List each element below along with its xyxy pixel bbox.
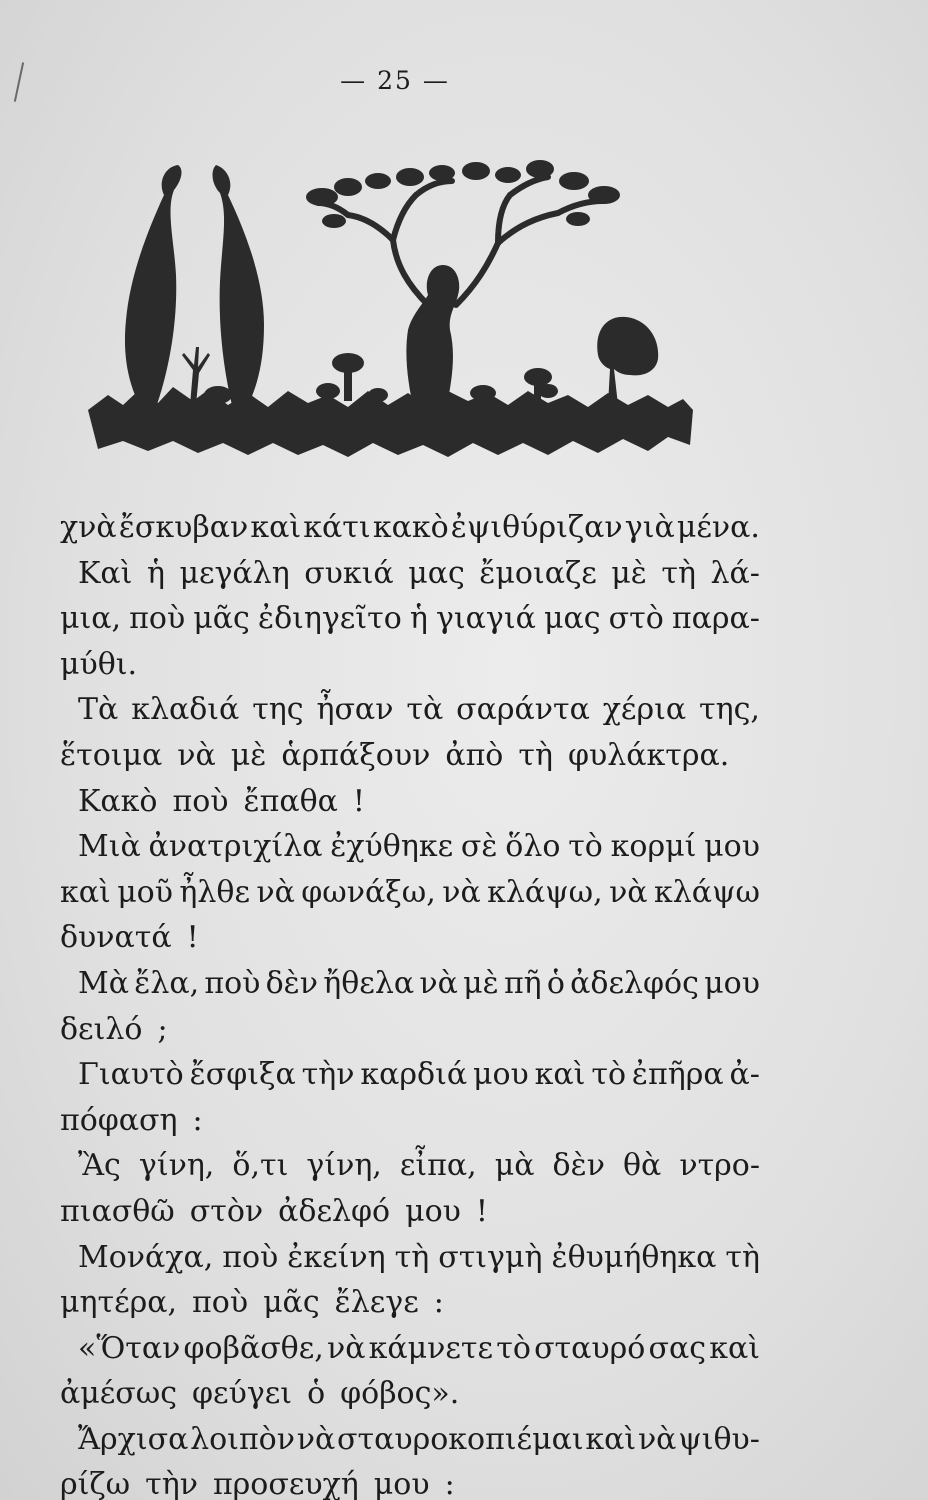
- word: «Ὅταν: [78, 1330, 181, 1366]
- word: Γιαυτὸ: [78, 1057, 184, 1093]
- word: ὁ: [307, 1376, 326, 1412]
- text-line: [60, 1052, 760, 1098]
- word: Τὰ: [78, 692, 119, 728]
- text-line: [60, 642, 760, 688]
- word: ἔσκυβαν: [118, 510, 249, 545]
- text-line: [60, 1280, 760, 1326]
- word: ποὺ: [204, 965, 261, 1001]
- text-line: [60, 1007, 760, 1053]
- word: γίνη,: [306, 1148, 382, 1184]
- word: ἔσφιξα: [189, 1057, 296, 1093]
- body-text: [60, 505, 760, 1500]
- word: ντρο-: [679, 1148, 760, 1184]
- text-line: [60, 1462, 760, 1500]
- word: !: [352, 783, 365, 819]
- word: μου: [405, 1193, 461, 1229]
- page-number: — 25 —: [340, 66, 450, 95]
- text-line: [60, 505, 760, 551]
- word: !: [475, 1193, 488, 1229]
- word: ψιθυ-: [678, 1421, 760, 1457]
- word: μὲ: [230, 737, 267, 773]
- word: φεύγει: [192, 1376, 293, 1412]
- word: προσευχή: [212, 1467, 359, 1500]
- word: Ἂς: [78, 1148, 121, 1184]
- word: κλαδιά: [131, 692, 240, 728]
- word: λά-: [710, 555, 760, 591]
- word: ἐθυμήθηκα: [551, 1239, 717, 1275]
- word: κάμνετε: [368, 1330, 494, 1366]
- text-line: [60, 824, 760, 870]
- word: Κακὸ: [78, 783, 158, 819]
- text-line: [60, 915, 760, 961]
- text-line: [60, 779, 760, 825]
- word: εἶπα,: [399, 1148, 477, 1184]
- word: μοῦ: [117, 874, 173, 910]
- word: ὅλο: [505, 829, 561, 865]
- word: τὴν: [145, 1467, 198, 1500]
- word: μὰ: [494, 1148, 535, 1184]
- word: γίνη,: [138, 1148, 215, 1184]
- word: μου: [373, 1467, 430, 1500]
- word: τὸ: [496, 1330, 531, 1366]
- word: στὸν: [189, 1193, 264, 1229]
- word: μᾶς: [193, 601, 250, 637]
- word: καὶ: [250, 510, 302, 545]
- word: ἀ-: [729, 1057, 760, 1093]
- word: σταυροκοπιέμαι: [337, 1421, 584, 1457]
- word: ἕτοιμα: [60, 737, 163, 773]
- word: νὰ: [326, 1330, 366, 1366]
- word: χνὰ: [60, 510, 117, 545]
- word: καὶ: [709, 1330, 760, 1366]
- word: ἔλεγε: [334, 1285, 419, 1321]
- word: ποὺ: [172, 783, 229, 819]
- text-line: [60, 1235, 760, 1281]
- word: σας: [648, 1330, 707, 1366]
- woodcut-illustration: [78, 155, 708, 470]
- word: καὶ: [534, 1057, 586, 1093]
- word: τὸ: [591, 1057, 627, 1093]
- word: ἐψιθύριζαν: [450, 510, 623, 545]
- word: τὸ: [568, 829, 603, 865]
- word: λοιπὸν: [190, 1421, 295, 1457]
- word: μύθι.: [60, 646, 138, 682]
- word: ἦσαν: [316, 692, 394, 728]
- word: νὰ: [442, 874, 481, 910]
- word: ἡ: [146, 555, 165, 591]
- text-line: [60, 870, 760, 916]
- text-line: [60, 1098, 760, 1144]
- text-line: [60, 1417, 760, 1463]
- word: φοβᾶσθε,: [183, 1330, 324, 1366]
- word: στὸ: [608, 601, 664, 637]
- word: ἡ: [409, 601, 428, 637]
- word: μας: [543, 601, 601, 637]
- text-line: [60, 733, 760, 779]
- word: καρδιά: [360, 1057, 468, 1093]
- word: ὁ: [546, 965, 565, 1001]
- word: ἀδελφό: [278, 1193, 391, 1229]
- word: τὰ: [406, 692, 444, 728]
- word: καὶ: [60, 874, 111, 910]
- word: μὲ: [611, 555, 647, 591]
- word: κλάψω,: [487, 874, 603, 910]
- word: τὴ: [661, 555, 696, 591]
- word: νὰ: [419, 965, 458, 1001]
- text-line: [60, 1371, 760, 1417]
- word: ἦλθε: [179, 874, 250, 910]
- text-line: [60, 1189, 760, 1235]
- word: μου: [472, 1057, 529, 1093]
- word: δὲν: [265, 965, 319, 1001]
- word: σταυρό: [534, 1330, 646, 1366]
- text-line: [60, 961, 760, 1007]
- text-line: [60, 687, 760, 733]
- word: κακὸ: [372, 510, 449, 545]
- word: τὴ: [394, 1239, 430, 1275]
- word: Μονάχα,: [78, 1239, 214, 1275]
- word: νὰ: [177, 737, 216, 773]
- word: νὰ: [637, 1421, 677, 1457]
- word: ἐδιηγεῖτο: [257, 601, 402, 637]
- word: φωνάξω,: [301, 874, 436, 910]
- word: ἐχύθηκε: [330, 829, 454, 865]
- word: ἀνατριχίλα: [148, 829, 323, 865]
- word: ἔλα,: [134, 965, 200, 1001]
- word: ἔμοιαζε: [479, 555, 597, 591]
- word: γιὰ: [624, 510, 675, 545]
- word: ἐπῆρα: [631, 1057, 724, 1093]
- word: τὴ: [518, 737, 553, 773]
- word: :: [192, 1102, 203, 1138]
- word: δὲν: [552, 1148, 605, 1184]
- word: δειλό: [60, 1011, 143, 1047]
- word: Καὶ: [78, 555, 133, 591]
- word: μὲ: [463, 965, 499, 1001]
- word: πιασθῶ: [60, 1193, 175, 1229]
- word: πῆ: [503, 965, 542, 1001]
- word: της: [252, 692, 304, 728]
- word: ποὺ: [192, 1285, 249, 1321]
- word: :: [444, 1467, 455, 1500]
- text-line: [60, 1143, 760, 1189]
- word: Μιὰ: [78, 829, 141, 865]
- word: ποὺ: [222, 1239, 279, 1275]
- word: τὴ: [725, 1239, 760, 1275]
- word: ἐκείνη: [287, 1239, 386, 1275]
- word: παρα-: [671, 601, 760, 637]
- word: σὲ: [460, 829, 498, 865]
- word: νὰ: [256, 874, 295, 910]
- word: πόφαση: [60, 1102, 178, 1138]
- text-line: [60, 1326, 760, 1372]
- word: καὶ: [585, 1421, 637, 1457]
- word: δυνατά: [60, 920, 172, 956]
- word: φόβος».: [340, 1376, 460, 1412]
- word: φυλάκτρα.: [567, 737, 730, 773]
- word: κορμί: [610, 829, 697, 865]
- text-line: [60, 596, 760, 642]
- word: μας: [408, 555, 465, 591]
- word: συκιά: [304, 555, 394, 591]
- word: μου: [704, 829, 760, 865]
- word: μου: [704, 965, 760, 1001]
- word: χέρια: [602, 692, 687, 728]
- word: κάτι: [303, 510, 371, 545]
- word: :: [433, 1285, 444, 1321]
- word: στιγμὴ: [438, 1239, 543, 1275]
- word: νὰ: [609, 874, 648, 910]
- word: θὰ: [622, 1148, 662, 1184]
- word: γιαγιά: [435, 601, 536, 637]
- word: τὴν: [301, 1057, 355, 1093]
- word: ἀπὸ: [445, 737, 504, 773]
- word: μεγάλη: [179, 555, 290, 591]
- word: κλάψω: [653, 874, 760, 910]
- word: ποὺ: [129, 601, 186, 637]
- word: ἤθελα: [323, 965, 415, 1001]
- word: Μὰ: [78, 965, 129, 1001]
- word: ἀμέσως: [60, 1376, 178, 1412]
- word: !: [186, 920, 199, 956]
- word: νὰ: [296, 1421, 336, 1457]
- word: της,: [699, 692, 760, 728]
- word: μένα.: [676, 510, 760, 545]
- word: Ἄρχισα: [78, 1421, 189, 1457]
- word: σαράντα: [456, 692, 590, 728]
- word: ;: [157, 1011, 168, 1047]
- word: ρίζω: [60, 1467, 131, 1500]
- word: ἁρπάξουν: [281, 737, 431, 773]
- word: μια,: [60, 601, 122, 637]
- word: ἔπαθα: [243, 783, 338, 819]
- word: ἀδελφός: [570, 965, 699, 1001]
- word: ὅ,τι: [232, 1148, 289, 1184]
- word: μητέρα,: [60, 1285, 178, 1321]
- text-line: [60, 551, 760, 597]
- word: μᾶς: [263, 1285, 320, 1321]
